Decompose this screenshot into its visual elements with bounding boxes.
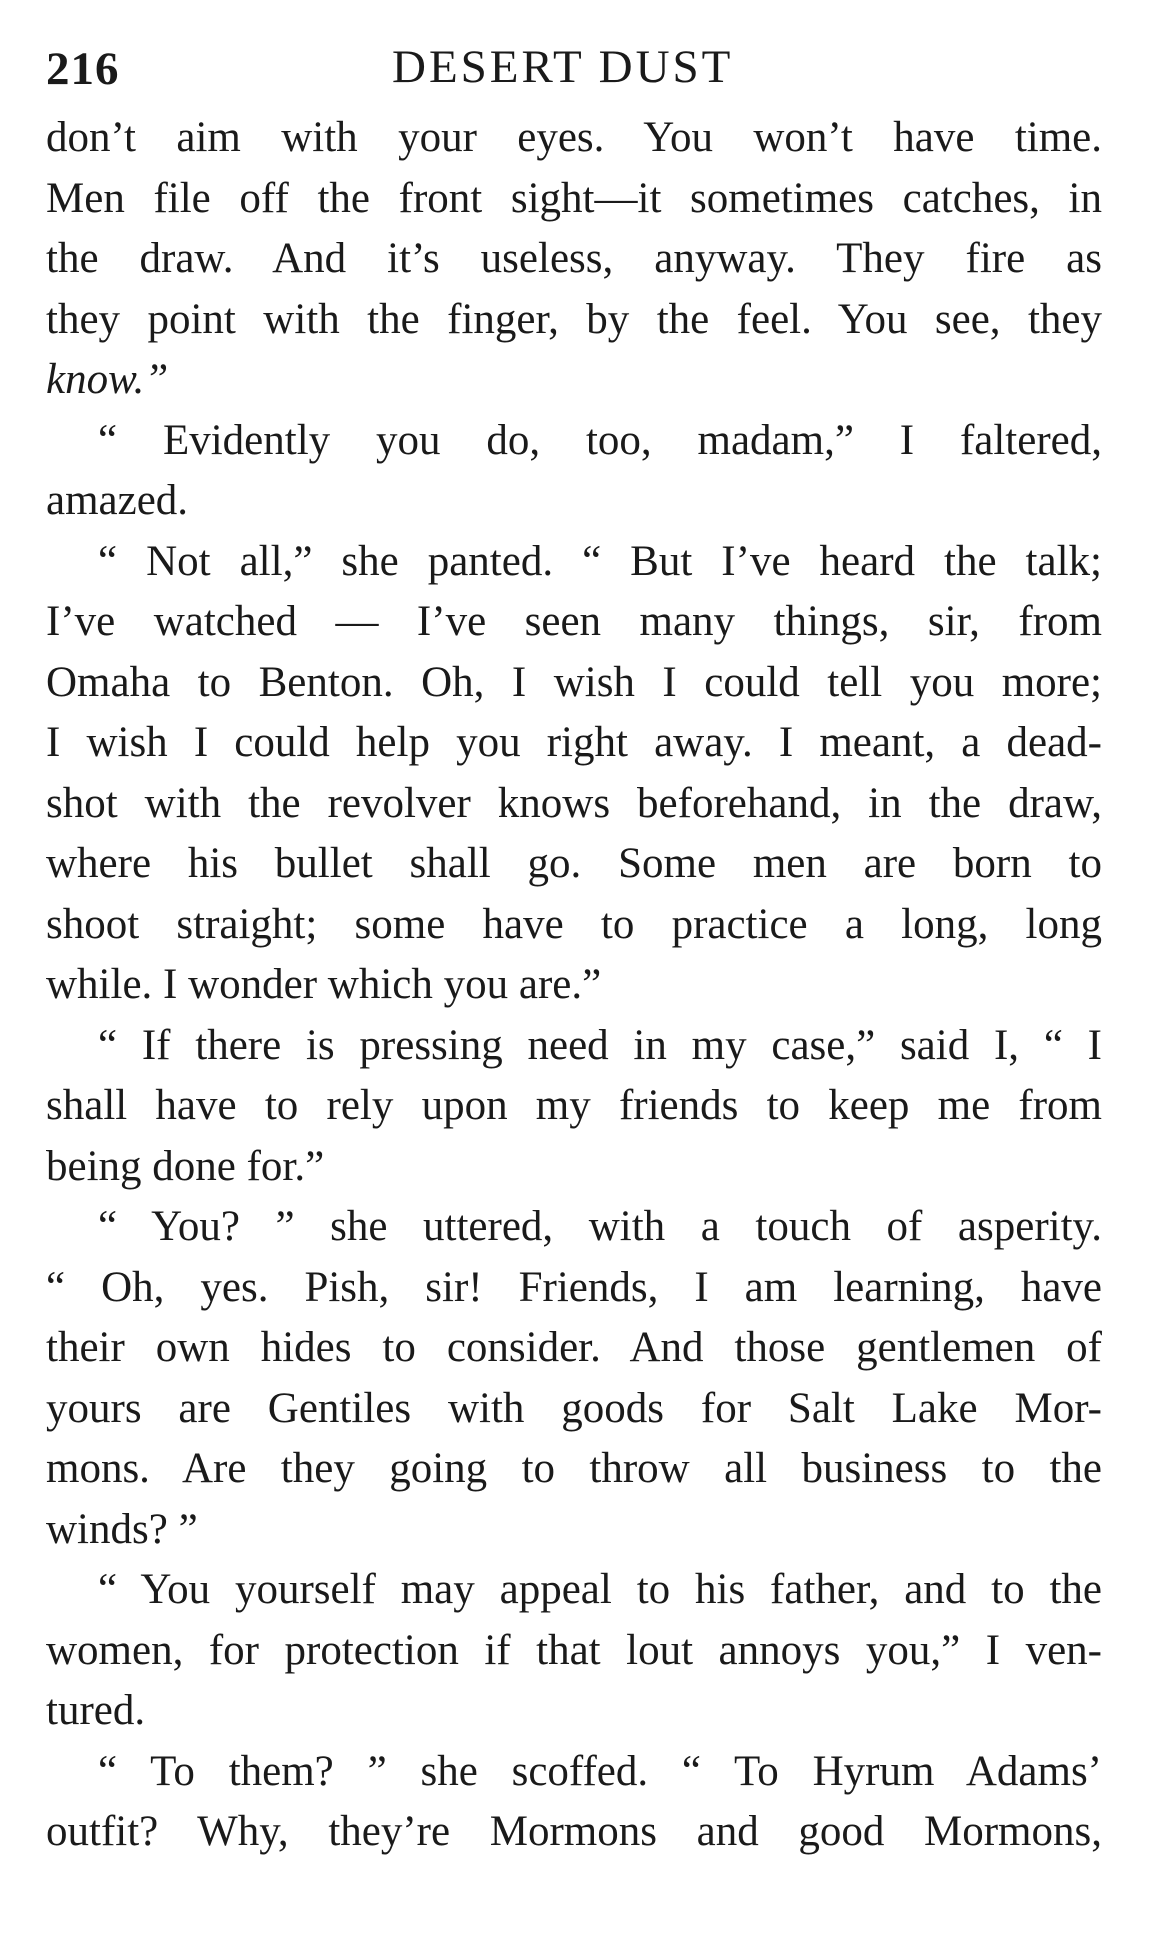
text-line: know.” [46,356,169,403]
text-line: I wish I could help you right away. I meant, a dead- [46,719,1102,766]
body-text [46,108,1102,1863]
text-line: the draw. And it’s useless, anyway. They fire as [46,235,1102,282]
text-line: don’t aim with your eyes. You won’t have time. [46,114,1102,161]
paragraph [46,1197,1102,1560]
text-line: Men file off the front sight—it sometimes catches, in [46,174,1102,222]
text-line: where his bullet shall go. Some men are born to [46,840,1102,887]
text-line: shall have to rely upon my friends to keep me from [46,1082,1102,1129]
book-page [46,30,1102,1863]
text-line: “ If there is pressing need in my case,” said I, “ I [98,1021,1102,1069]
text-line: amazed. [46,477,189,524]
book-title: DESERT DUST [392,41,734,93]
text-line: they point with the finger, by the feel. You see, they [46,295,1102,343]
paragraph [46,411,1102,532]
paragraph [46,108,1102,411]
running-head [46,30,1102,102]
text-line: I’ve watched — I’ve seen many things, sir, from [46,598,1102,645]
paragraph [46,1742,1102,1863]
text-line: winds? ” [46,1505,198,1553]
text-line: “ Oh, yes. Pish, sir! Friends, I am learning, have [46,1263,1102,1311]
text-line: mons. Are they going to throw all business to the [46,1445,1102,1492]
text-line: shoot straight; some have to practice a long, long [46,900,1102,948]
text-line: their own hides to consider. And those gentlemen of [46,1324,1102,1371]
text-line: “ You? ” she uttered, with a touch of asperity. [98,1203,1102,1250]
text-line: “ To them? ” she scoffed. “ To Hyrum Adams’ [98,1747,1102,1795]
text-line: “ You yourself may appeal to his father, and to the [98,1566,1102,1613]
text-line: outfit? Why, they’re Mormons and good Mormons, [46,1808,1102,1855]
page-number: 216 [46,43,120,95]
text-line: yours are Gentiles with goods for Salt Lake Mor- [46,1384,1102,1432]
text-line: tured. [46,1687,146,1734]
text-line: “ Not all,” she panted. “ But I’ve heard the talk; [98,537,1102,585]
text-line: while. I wonder which you are.” [46,961,602,1008]
text-line: Omaha to Benton. Oh, I wish I could tell you more; [46,658,1102,706]
text-line: being done for.” [46,1142,325,1190]
text-line: “ Evidently you do, too, madam,” I faltered, [98,416,1102,464]
text-line: women, for protection if that lout annoys you,” I ven- [46,1626,1102,1674]
paragraph [46,1560,1102,1742]
text-line: shot with the revolver knows beforehand, in the draw, [46,779,1102,827]
paragraph [46,1016,1102,1198]
paragraph [46,532,1102,1016]
